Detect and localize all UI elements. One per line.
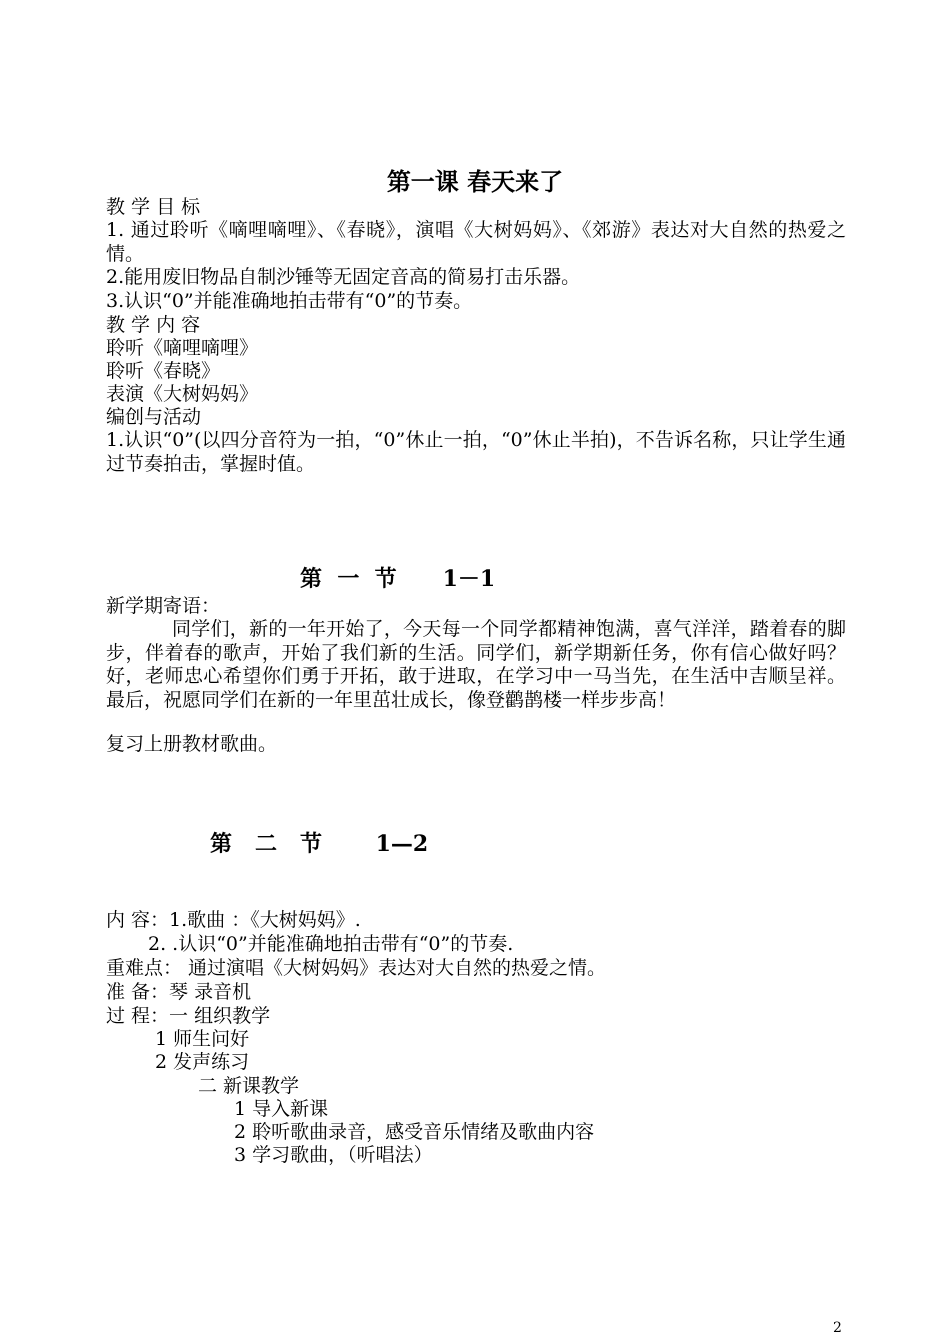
lesson-title: 第一课 春天来了 <box>386 167 564 196</box>
page-number: 2 <box>833 1320 842 1336</box>
greeting-text: 同学们，新的一年开始了，今天每一个同学都精神饱满，喜气洋洋，踏着春的脚步，伴着春的歌声，开始了我们新的生活。同学们，新学期新任务，你有信心做好吗？好，老师忠心希望你们勇于开拓，敢于进取，在学习中一马当先，在生活中吉顺呈祥。最后，祝愿同学们在新的一年里茁壮成长，像登鹳鹊楼一样步步高！ <box>106 618 846 711</box>
goal-2: 2.能用废旧物品自制沙锤等无固定音高的简易打击乐器。 <box>106 266 581 288</box>
content-item: 聆听《春晓》 <box>106 360 221 382</box>
content-item: 表演《大树妈妈》 <box>106 383 259 405</box>
goals-heading: 教 学 目 标 <box>106 196 201 218</box>
activity-text: 1.认识“0”(以四分音符为一拍，“0”休止一拍，“0”休止半拍)，不告诉名称，只让学生通过节奏拍击，掌握时值。 <box>106 429 846 475</box>
step-1: 1 师生问好 <box>155 1028 250 1050</box>
prep-line: 准 备：琴 录音机 <box>106 981 252 1003</box>
section-2-heading: 第 二 节 1—2 <box>210 831 429 857</box>
step-3-2: 2 聆听歌曲录音，感受音乐情绪及歌曲内容 <box>234 1121 595 1143</box>
difficulty-line: 重难点： 通过演唱《大树妈妈》表达对大自然的热爱之情。 <box>106 957 607 979</box>
greeting-label: 新学期寄语： <box>106 595 221 617</box>
content-item: 编创与活动 <box>106 406 202 428</box>
process-line: 过 程：一 组织教学 <box>106 1005 271 1027</box>
goal-3: 3.认识“0”并能准确地拍击带有“0”的节奏。 <box>106 290 473 312</box>
goal-1: 1. 通过聆听《嘀哩嘀哩》、《春晓》，演唱《大树妈妈》、《郊游》表达对大自然的热爱之情。 <box>106 219 846 265</box>
review-text: 复习上册教材歌曲。 <box>106 733 278 755</box>
section-1-heading: 第 一 节 1－1 <box>300 566 496 592</box>
step-3: 二 新课教学 <box>198 1075 300 1097</box>
content-line-1: 内 容：1.歌曲 ：《大树妈妈》. <box>106 909 361 931</box>
content-item: 聆听《嘀哩嘀哩》 <box>106 337 259 359</box>
content-line-2: 2. .认识“0”并能准确地拍击带有“0”的节奏. <box>148 933 514 955</box>
step-2: 2 发声练习 <box>155 1051 250 1073</box>
content-heading: 教 学 内 容 <box>106 314 201 336</box>
step-3-1: 1 导入新课 <box>234 1098 329 1120</box>
step-3-3: 3 学习歌曲，（听唱法） <box>234 1144 433 1166</box>
